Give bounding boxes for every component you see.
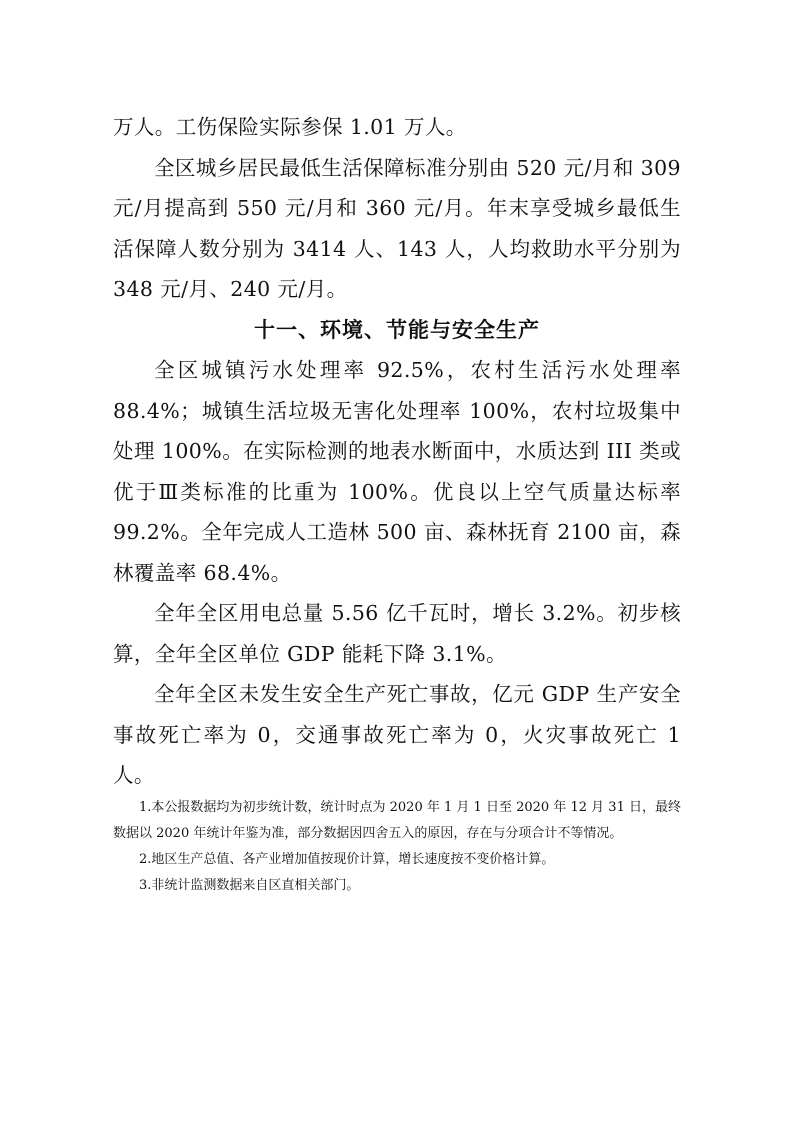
- footnote-2: 2.地区生产总值、各产业增加值按现价计算，增长速度按不变价格计算。: [139, 852, 555, 867]
- footnote-3: 3.非统计监测数据来自区直相关部门。: [139, 878, 360, 893]
- footnote-1: 1.本公报数据均为初步统计数，统计时点为 2020 年 1 月 1 日至 2020 年 12 月 31 日，最终数据以 2020 年统计年鉴为准，部分数据因四舍五入的原因，存在与分项合计不等情况。: [113, 800, 681, 841]
- footnotes: [113, 795, 681, 899]
- paragraph-energy: 全年全区用电总量 5.56 亿千瓦时，增长 3.2%。初步核算，全年全区单位 GDP 能耗下降 3.1%。: [113, 601, 681, 666]
- paragraph-insurance-tail: 万人。工伤保险实际参保 1.01 万人。: [113, 115, 467, 139]
- paragraph-minimum-living-security: 全区城乡居民最低生活保障标准分别由 520 元/月和 309 元/月提高到 550 元/月和 360 元/月。年末享受城乡最低生活保障人数分别为 3414 人、143 人，人均救助水平分别为 348 元/月、240 元/月。: [113, 155, 681, 301]
- section-heading-environment: 十一、环境、节能与安全生产: [254, 316, 540, 342]
- report-body: [113, 107, 681, 796]
- paragraph-safety: 全年全区未发生安全生产死亡事故，亿元 GDP 生产安全事故死亡率为 0，交通事故死亡率为 0，火灾事故死亡 1 人。: [113, 682, 681, 787]
- paragraph-environment: 全区城镇污水处理率 92.5%，农村生活污水处理率 88.4%；城镇生活垃圾无害化处理率 100%，农村垃圾集中处理 100%。在实际检测的地表水断面中，水质达到 III 类或优于Ⅲ类标准的比重为 100%。优良以上空气质量达标率 99.2%。全年完成人工造林 500 亩、森林抚育 2100 亩，森林覆盖率 68.4%。: [113, 358, 681, 585]
